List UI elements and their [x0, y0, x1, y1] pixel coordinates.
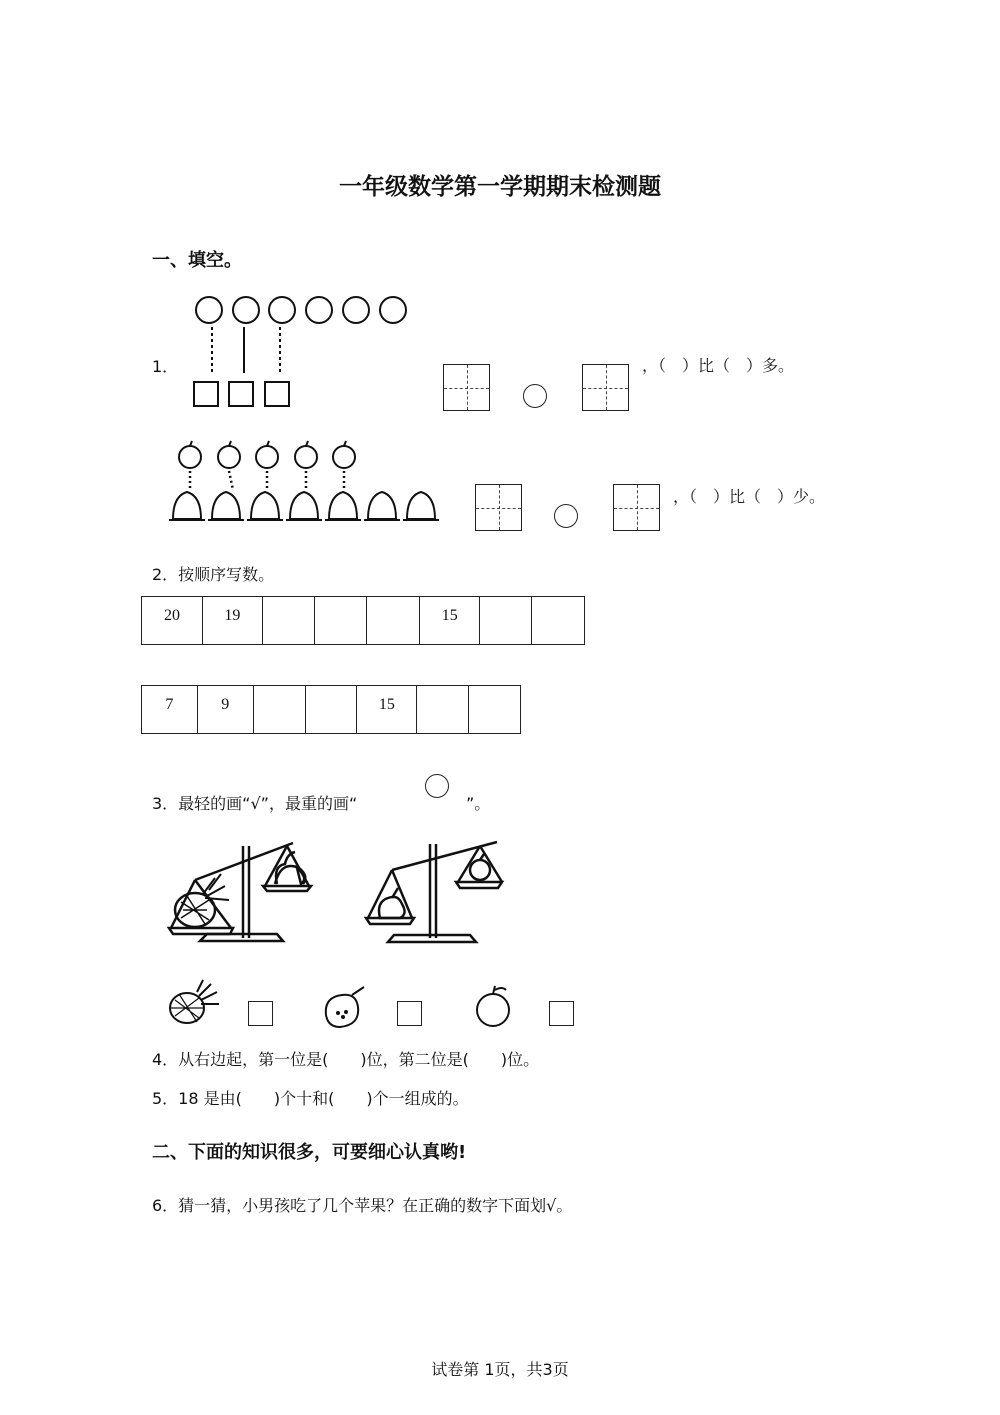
circle-icon	[233, 297, 259, 323]
heaviest-mark-circle	[425, 774, 449, 798]
grid-cell[interactable]	[417, 686, 469, 734]
q1-number: 1．	[152, 357, 179, 376]
grid-cell: 20	[142, 597, 203, 645]
square-icon	[229, 382, 253, 406]
circles-squares-figure	[190, 295, 420, 415]
balance-scale-icon	[362, 838, 522, 948]
answer-box[interactable]	[582, 364, 629, 411]
apples-peaches-figure	[165, 440, 445, 530]
q3-text-b: ”。	[466, 794, 491, 813]
circle-icon	[343, 297, 369, 323]
apple-icon	[472, 984, 517, 1029]
apple-icon	[333, 441, 355, 468]
grid-cell[interactable]	[480, 597, 532, 645]
pear-icon	[320, 985, 370, 1030]
grid-cell: 15	[357, 686, 417, 734]
q6-text: 6．猜一猜，小男孩吃了几个苹果？在正确的数字下面划√。	[152, 1196, 573, 1215]
grid-cell[interactable]	[469, 686, 521, 734]
peach-icon	[208, 492, 244, 520]
pear-icon	[275, 852, 305, 884]
grid-cell: 7	[142, 686, 198, 734]
number-grid-1	[141, 596, 585, 645]
apple-icon	[179, 441, 201, 468]
q3-text-a: 3．最轻的画“√”，最重的画“	[152, 794, 358, 813]
apple-icon	[295, 441, 317, 468]
peach-icon	[247, 492, 283, 520]
grid-cell: 9	[197, 686, 253, 734]
peach-icon	[403, 492, 439, 520]
grid-cell: 15	[420, 597, 480, 645]
number-grid-2	[141, 685, 521, 734]
circle-icon	[306, 297, 332, 323]
balance-scale-icon	[165, 838, 325, 948]
peach-icon	[286, 492, 322, 520]
choice-square[interactable]	[549, 1001, 574, 1026]
circle-icon	[380, 297, 406, 323]
choice-square[interactable]	[397, 1001, 422, 1026]
circle-icon	[196, 297, 222, 323]
answer-box[interactable]	[613, 484, 660, 531]
compare-circle[interactable]	[523, 384, 547, 408]
compare-circle[interactable]	[554, 504, 578, 528]
peach-icon	[169, 492, 205, 520]
peach-icon	[325, 492, 361, 520]
section-2-heading: 二、下面的知识很多，可要细心认真哟!	[152, 1142, 467, 1163]
grid-cell[interactable]	[532, 597, 585, 645]
q1-row2-text: ，（ ）比（ ）少。	[673, 487, 826, 506]
pineapple-icon	[165, 978, 225, 1028]
pineapple-icon	[175, 874, 229, 927]
q1-row1-text: ，（ ）比（ ）多。	[642, 356, 795, 375]
grid-cell[interactable]	[314, 597, 367, 645]
grid-cell[interactable]	[305, 686, 357, 734]
square-icon	[194, 382, 218, 406]
grid-cell: 19	[202, 597, 262, 645]
peach-icon	[364, 492, 400, 520]
grid-cell[interactable]	[367, 597, 420, 645]
choice-square[interactable]	[248, 1001, 273, 1026]
page-title: 一年级数学第一学期期末检测题	[339, 174, 661, 200]
square-icon	[265, 382, 289, 406]
apple-icon	[256, 441, 278, 468]
answer-box[interactable]	[443, 364, 490, 411]
q4-text: 4．从右边起，第一位是( )位，第二位是( )位。	[152, 1050, 540, 1069]
grid-cell[interactable]	[262, 597, 314, 645]
circle-icon	[269, 297, 295, 323]
answer-box[interactable]	[475, 484, 522, 531]
grid-cell[interactable]	[253, 686, 305, 734]
apple-icon	[218, 441, 240, 468]
q2-text: 2．按顺序写数。	[152, 565, 275, 584]
q5-text: 5．18 是由( )个十和( )个一组成的。	[152, 1089, 469, 1108]
section-1-heading: 一、填空。	[152, 250, 242, 271]
page-footer: 试卷第 1页，共3页	[431, 1360, 569, 1379]
